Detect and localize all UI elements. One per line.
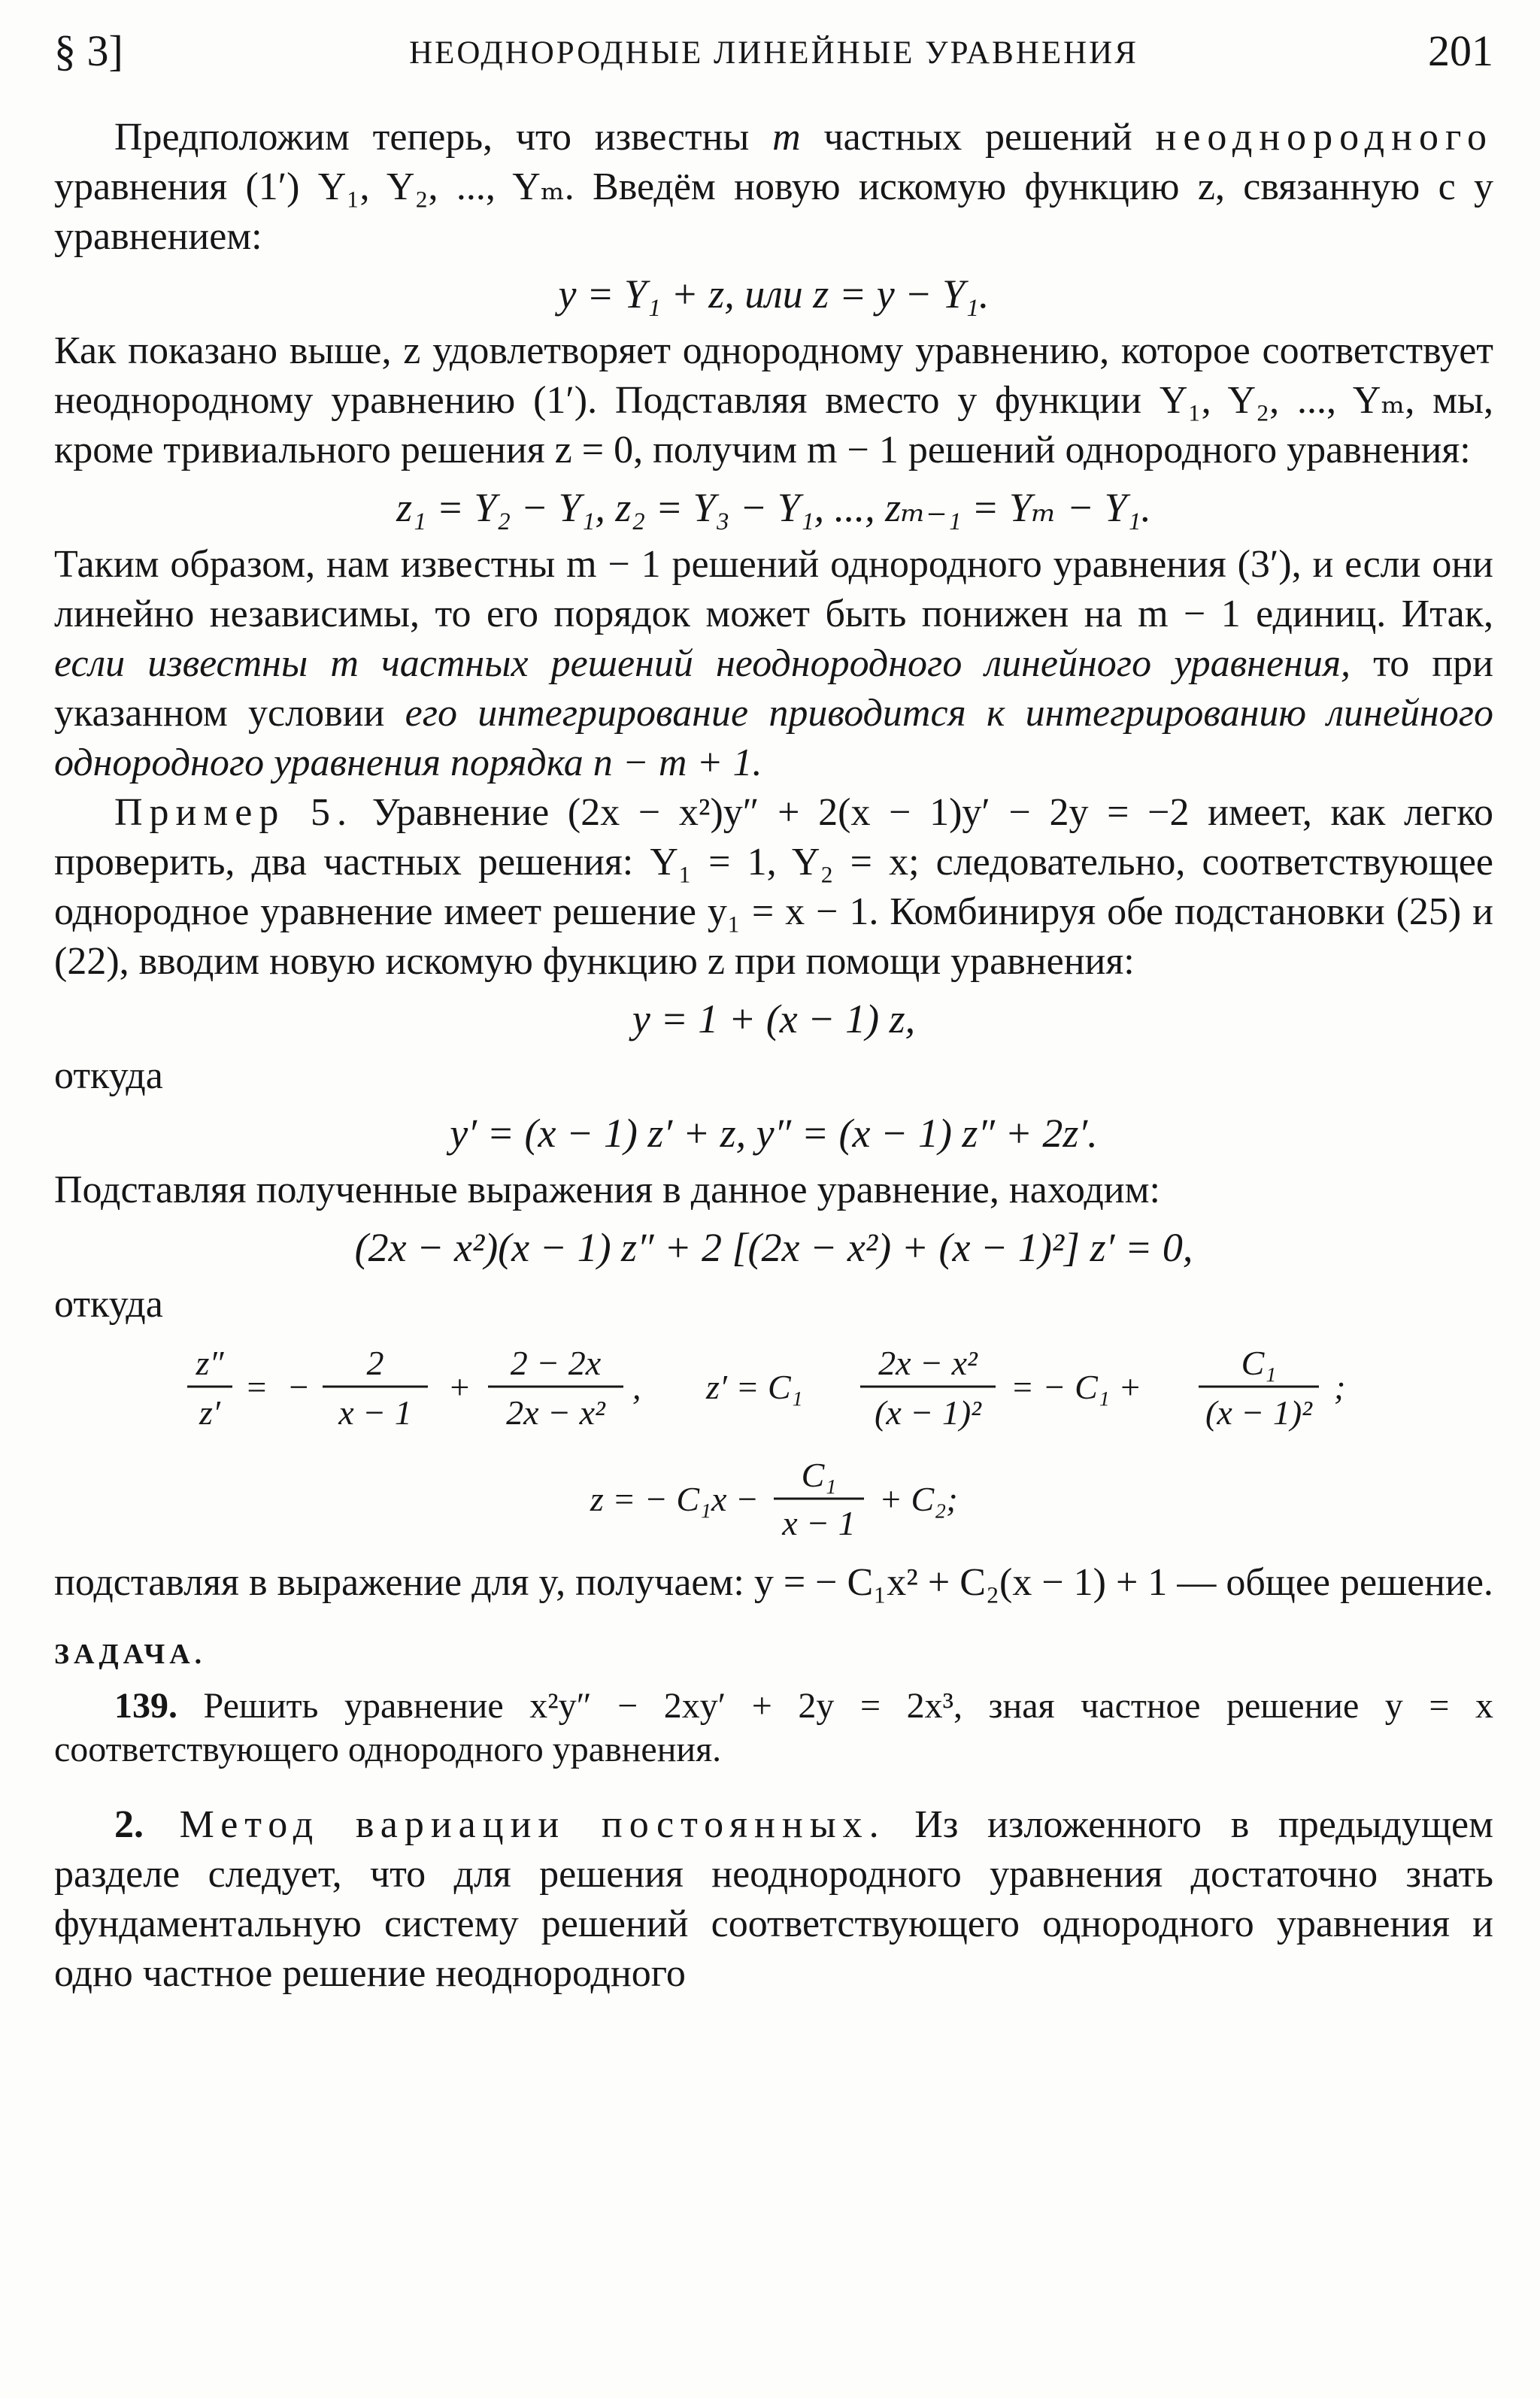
frac4-num: 2x − x²: [878, 1344, 978, 1382]
frac2-den: x − 1: [338, 1393, 412, 1432]
eq6-eq: =: [244, 1368, 268, 1406]
paragraph-6: подставляя в выражение для y, получаем: y = − C₁x² + C₂(x − 1) + 1 — общее решение.: [54, 1561, 1493, 1604]
frac3-num: 2 − 2x: [510, 1344, 602, 1382]
eq7-left: z = − C₁x −: [590, 1480, 759, 1518]
page-header: [54, 26, 1493, 86]
frac2-num: 2: [366, 1344, 384, 1382]
eq6-plus: +: [447, 1368, 471, 1406]
equation-7: [54, 1451, 1493, 1552]
paragraph-5: Подставляя полученные выражения в данное уравнение, находим:: [54, 1169, 1160, 1211]
paragraph-1: Предположим теперь, что известны m частных решений неоднородного уравнения (1′) Y₁, Y₂, ..., Yₘ. Введём новую искомую функцию z, связанную с y уравнением:: [54, 116, 1493, 258]
eq7-frac-den: x − 1: [782, 1504, 856, 1542]
paragraph-3: Таким образом, нам известны m − 1 решений однородного уравнения (3′), и если они линейно независимы, то его порядок может быть понижен на m − 1 единиц. Итак, если известны m частных решений неоднородного линейного уравнения, то при указанном условии его интегрирование приводится к интегрированию линейного однородного уравнения порядка n − m + 1.: [54, 543, 1493, 784]
section-2-paragraph: 2. Метод вариации постоянных. Из изложенного в предыдущем разделе следует, что для решения неоднородного уравнения достаточно знать фундаментальную систему решений соответствующего однородного уравнения и одно частное решение неоднородного: [54, 1803, 1493, 1995]
frac1-num: z″: [196, 1344, 224, 1382]
frac3-den: 2x − x²: [506, 1393, 605, 1432]
word-otkuda-2: откуда: [54, 1283, 163, 1326]
equation-2: z₁ = Y₂ − Y₁, z₂ = Y₃ − Y₁, ..., zₘ₋₁ = Yₘ − Y₁.: [396, 485, 1151, 530]
eq6-semi: ;: [1334, 1368, 1346, 1406]
frac5-den: (x − 1)²: [1205, 1393, 1312, 1432]
page-number: 201: [1428, 26, 1493, 75]
equation-6: [54, 1335, 1493, 1445]
eq6-mid: = − C₁ +: [1011, 1368, 1142, 1406]
equation-4: y′ = (x − 1) z′ + z, y″ = (x − 1) z″ + 2z′.: [450, 1111, 1098, 1156]
task-heading: ЗАДАЧА.: [54, 1639, 207, 1670]
eq6-zp: z′ = C₁: [706, 1368, 803, 1406]
word-otkuda-1: откуда: [54, 1054, 163, 1097]
eq6-comma: ,: [632, 1368, 641, 1406]
eq7-right: + C₂;: [879, 1480, 958, 1518]
frac4-den: (x − 1)²: [875, 1393, 981, 1432]
eq6-minus: −: [286, 1368, 311, 1406]
equation-3: y = 1 + (x − 1) z,: [632, 996, 916, 1041]
section-mark: § 3]: [54, 26, 123, 75]
frac5-num: C₁: [1241, 1344, 1277, 1382]
eq7-frac-num: C₁: [801, 1456, 837, 1494]
equation-5: (2x − x²)(x − 1) z″ + 2 [(2x − x²) + (x − 1)²] z′ = 0,: [354, 1225, 1193, 1270]
task-139: 139. Решить уравнение x²y″ − 2xy′ + 2y = 2x³, зная частное решение y = x соответствующего однородного уравнения.: [54, 1686, 1493, 1769]
frac1-den: z′: [199, 1393, 220, 1432]
example-5-paragraph: Пример 5. Уравнение (2x − x²)y″ + 2(x − 1)y′ − 2y = −2 имеет, как легко проверить, два частных решения: Y₁ = 1, Y₂ = x; следовательно, соответствующее однородное уравнение имеет решение y₁ = x − 1. Комбинируя обе подстановки (25) и (22), вводим новую искомую функцию z при помощи уравнения:: [54, 791, 1493, 983]
equation-1: y = Y₁ + z, или z = y − Y₁.: [558, 271, 990, 317]
page-body: [54, 113, 1493, 1999]
paragraph-2: Как показано выше, z удовлетворяет однородному уравнению, которое соответствует неоднородному уравнению (1′). Подставляя вместо y функции Y₁, Y₂, ..., Yₘ, мы, кроме тривиального решения z = 0, получим m − 1 решений однородного уравнения:: [54, 329, 1493, 471]
running-title: НЕОДНОРОДНЫЕ ЛИНЕЙНЫЕ УРАВНЕНИЯ: [409, 35, 1138, 71]
